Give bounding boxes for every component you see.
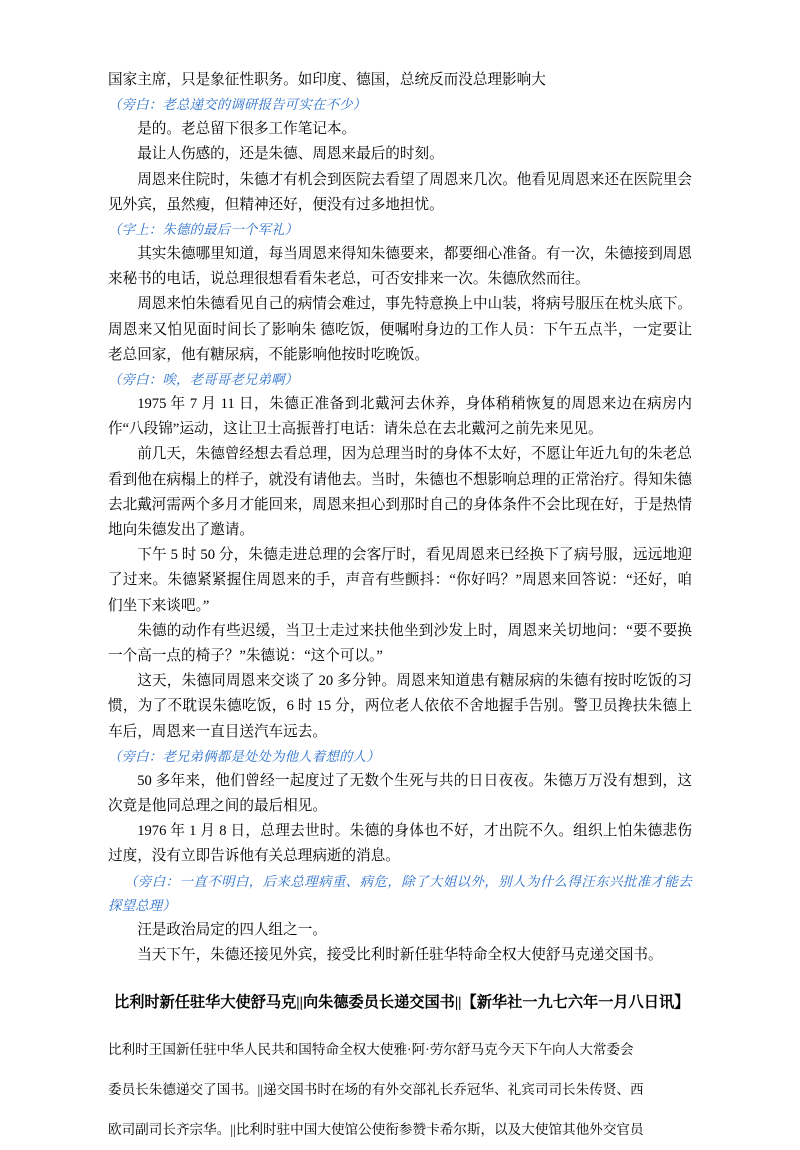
paragraph: 其实朱德哪里知道，每当周恩来得知朱德要来，都要细心准备。有一次，朱德接到周恩来秘书的电话，说总理很想看看朱老总，可否安排来一次。朱德欣然而往。: [108, 246, 692, 288]
annotation-note: （旁白：老总递交的调研报告可实在不少）: [108, 97, 367, 113]
news-body-line: 委员长朱德递交了国书。||递交国书时在场的有外交部礼长乔冠华、礼宾司司长朱传贤、西: [108, 1082, 644, 1098]
annotation-note: （旁白：老兄弟俩都是处处为他人着想的人）: [108, 748, 380, 764]
paragraph: 这天，朱德同周恩来交谈了 20 多分钟。周恩来知道患有糖尿病的朱德有按时吃饭的习惯，为了不耽误朱德吃饭，6 时 15 分，两位老人依依不舍地握手告别。警卫员搀扶朱德上车后，周恩来一直目送汽车远去。: [108, 673, 692, 740]
paragraph: 当天下午，朱德还接见外宾，接受比利时新任驻华特命全权大使舒马克递交国书。: [137, 946, 663, 963]
paragraph: 汪是政治局定的四人组之一。: [137, 921, 327, 938]
paragraph: 是的。老总留下很多工作笔记本。: [137, 121, 357, 138]
annotation-note: （字上：朱德的最后一个军礼）: [108, 222, 299, 238]
news-headline: 比利时新任驻华大使舒马克||向朱德委员长递交国书||【新华社一九七六年一月八日讯】: [114, 994, 690, 1012]
paragraph: 国家主席，只是象征性职务。如印度、德国，总统反而没总理影响大: [108, 72, 546, 88]
paragraph: 下午 5 时 50 分，朱德走进总理的会客厅时，看见周恩来已经换下了病号服，远远地迎了过来。朱德紧紧握住周恩来的手，声音有些颤抖：“你好吗？”周恩来回答说：“还好，咱们坐下来谈吧。”: [108, 547, 692, 614]
paragraph: 最让人伤感的，还是朱德、周恩来最后的时刻。: [137, 146, 444, 163]
paragraph: 周恩来怕朱德看见自己的病情会难过，事先特意换上中山装，将病号服压在枕头底下。周恩来又怕见面时间长了影响朱 德吃饭，便嘱咐身边的工作人员：下午五点半，一定要让老总回家，他有糖尿病，不能影响他按时吃晚饭。: [108, 296, 692, 363]
annotation-note: （旁白：唉，老哥哥老兄弟啊）: [108, 372, 299, 388]
paragraph: 1975 年 7 月 11 日，朱德正准备到北戴河去休养，身体稍稍恢复的周恩来边在病房内作“八段锦”运动，这让卫士高振普打电话：请朱总在去北戴河之前先来见见。: [108, 396, 692, 438]
paragraph: 周恩来住院时，朱德才有机会到医院去看望了周恩来几次。他看见周恩来还在医院里会见外宾，虽然瘦，但精神还好，便没有过多地担忧。: [108, 171, 692, 213]
news-body-line: 欧司副司长齐宗华。||比利时驻中国大使馆公使衔参赞卡希尔斯，以及大使馆其他外交官员: [108, 1122, 644, 1138]
news-body-line: 比利时王国新任驻中华人民共和国特命全权大使雅·阿·劳尔舒马克今天下午向人大常委会: [108, 1042, 634, 1058]
paragraph: 50 多年来，他们曾经一起度过了无数个生死与共的日日夜夜。朱德万万没有想到，这次竟是他同总理之间的最后相见。: [108, 772, 692, 815]
annotation-note: （旁白：一直不明白，后来总理病重、病危，除了大姐以外，别人为什么得汪东兴批准才能去探望总理）: [108, 873, 692, 913]
document-content: [108, 68, 692, 1150]
news-body: [108, 1030, 692, 1150]
paragraph: 1976 年 1 月 8 日，总理去世时。朱德的身体也不好，才出院不久。组织上怕朱德悲伤过度，没有立即告诉他有关总理病逝的消息。: [108, 823, 692, 865]
paragraph: 朱德的动作有些迟缓，当卫士走过来扶他坐到沙发上时，周恩来关切地问：“要不要换一个高一点的椅子？”朱德说：“这个可以。”: [108, 622, 692, 665]
paragraph: 前几天，朱德曾经想去看总理，因为总理当时的身体不太好，不愿让年近九旬的朱老总看到他在病榻上的样子，就没有请他去。当时，朱德也不想影响总理的正常治疗。得知朱德去北戴河需两个多月才能回来，周恩来担心到那时自己的身体条件不会比现在好，于是热情地向朱德发出了邀请。: [108, 446, 692, 539]
